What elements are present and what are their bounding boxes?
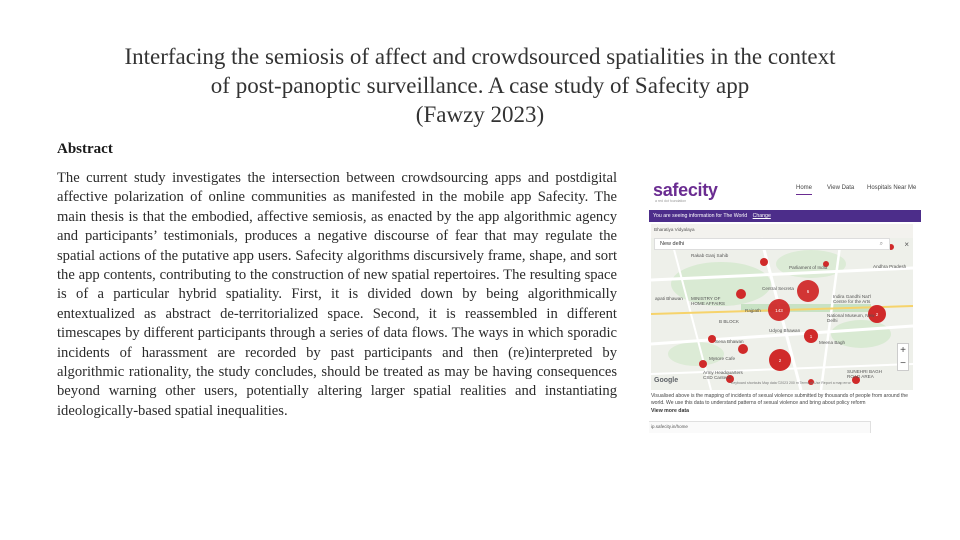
incident-marker (699, 360, 707, 368)
map-footer: Keyboard shortcuts Map data ©2023 200 m Terms of Use Report a map error (731, 381, 851, 385)
map-label-vidyalaya: Bharatiya Vidyalaya (654, 227, 695, 232)
region-banner (649, 210, 921, 222)
map-label-ministry: MINISTRY OF HOME AFFAIRS (691, 296, 725, 306)
map-label-museum: National Museum, New Delhi (827, 313, 875, 323)
map-zoom-control (897, 343, 909, 371)
map-label-bhawan: apati Bhawan (655, 296, 683, 301)
title-line-3: (Fawzy 2023) (415, 102, 545, 127)
view-more-data-link[interactable]: View more data (651, 408, 689, 414)
map-label-rajpath: Rajpath (745, 308, 761, 313)
map-label-sunehri: SUNEHRI BAGH ROAD AREA (847, 369, 882, 379)
safecity-logo: safecity (653, 180, 718, 200)
incident-marker (760, 258, 768, 266)
nav-home-link[interactable]: Home (796, 185, 813, 191)
cluster-count-museum: 2 (875, 312, 879, 317)
map-search-value: New delhi (660, 241, 685, 247)
abstract-body: The current study investigates the intersection between crowdsourcing apps and postdigital affective polarization of online communities as manifested in the mobile app Safecity. The main thesis is that the embodied, affective semiosis, as enacted by the app algorithmic agency and participants’ testimonials, produces a negative discourse of fear that may regulate the spatial actions of the putative app users. Safecity algorithms discursively frame, shape, and sort the app contents, contributing to the construction of new spatial repertoires. The resulting space is of a particular hybrid spatiality. First, it is divided down by being algorithmically entextualized as abstract de-territorialized space. Second, it is reassembled in different timescapes by different participants through a series of data flows. The ways in which sporadic incidents of harassment are recorded by past participants and then (re)interpreted by algorithmic rationality, the study concludes, should be treated as may be having consequences beyond warning other users, potentially altering larger spatial realities and instantiating ideologically-based spatial inequalities. (57, 170, 617, 419)
search-icon[interactable]: ⌕ (879, 241, 883, 247)
url-bar: ip.safecity.in/home (649, 421, 871, 433)
map-caption: Visualised above is the mapping of incidents of sexual violence submitted by thousands of people from around the world. We use this data to understand patterns of sexual violence and bring about policy reform (651, 393, 909, 406)
zoom-out-button[interactable]: − (900, 358, 906, 369)
map-label-mysore: Mysore Cafe (709, 356, 736, 361)
incident-marker (738, 344, 748, 354)
cluster-count-south: 2 (778, 358, 782, 363)
cluster-count-big: 143 (775, 308, 783, 313)
map-search-input[interactable] (654, 238, 890, 250)
map-label-sena: Sena Bhawan (715, 339, 744, 344)
map-label-parliament: Parliament of India (789, 265, 828, 270)
map-label-indira: Indira Gandhi Nat'l Centre for the Arts (833, 294, 871, 304)
close-icon[interactable]: × (904, 240, 909, 249)
map-label-udyog: Udyog Bhawan (769, 328, 801, 333)
safecity-screenshot (649, 172, 921, 434)
cluster-count-central: 6 (806, 289, 810, 294)
map-label-central: Central Secreta (762, 286, 794, 291)
map-label-rakab: Rakab Ganj Sahib (691, 253, 729, 258)
abstract-heading: Abstract (57, 141, 113, 157)
map-label-army: Army Headquarters CSD Canteen (703, 370, 743, 380)
incident-marker (736, 289, 746, 299)
change-region-link[interactable]: Change (752, 213, 771, 219)
nav-view-data-link[interactable]: View Data (827, 185, 855, 191)
incident-map[interactable] (651, 224, 913, 390)
cluster-count-udyog: 1 (809, 334, 813, 339)
nav-hospitals-link[interactable]: Hospitals Near Me (867, 185, 917, 191)
map-label-meena: Meena Bagh (819, 340, 846, 345)
title-line-1: Interfacing the semiosis of affect and crowdsourced spatialities in the context (124, 44, 836, 69)
map-label-block: B BLOCK (719, 319, 739, 324)
map-label-andhra: Andhra Pradesh (873, 264, 907, 269)
logo-subtitle: a red dot foundation (655, 199, 687, 203)
slide-title (40, 42, 920, 129)
title-line-2: of post-panoptic surveillance. A case study of Safecity app (210, 73, 750, 98)
banner-text: You are seeing information for The World (653, 213, 748, 219)
app-navbar (649, 172, 921, 208)
google-logo: Google (654, 377, 679, 384)
zoom-in-button[interactable]: + (900, 345, 906, 356)
